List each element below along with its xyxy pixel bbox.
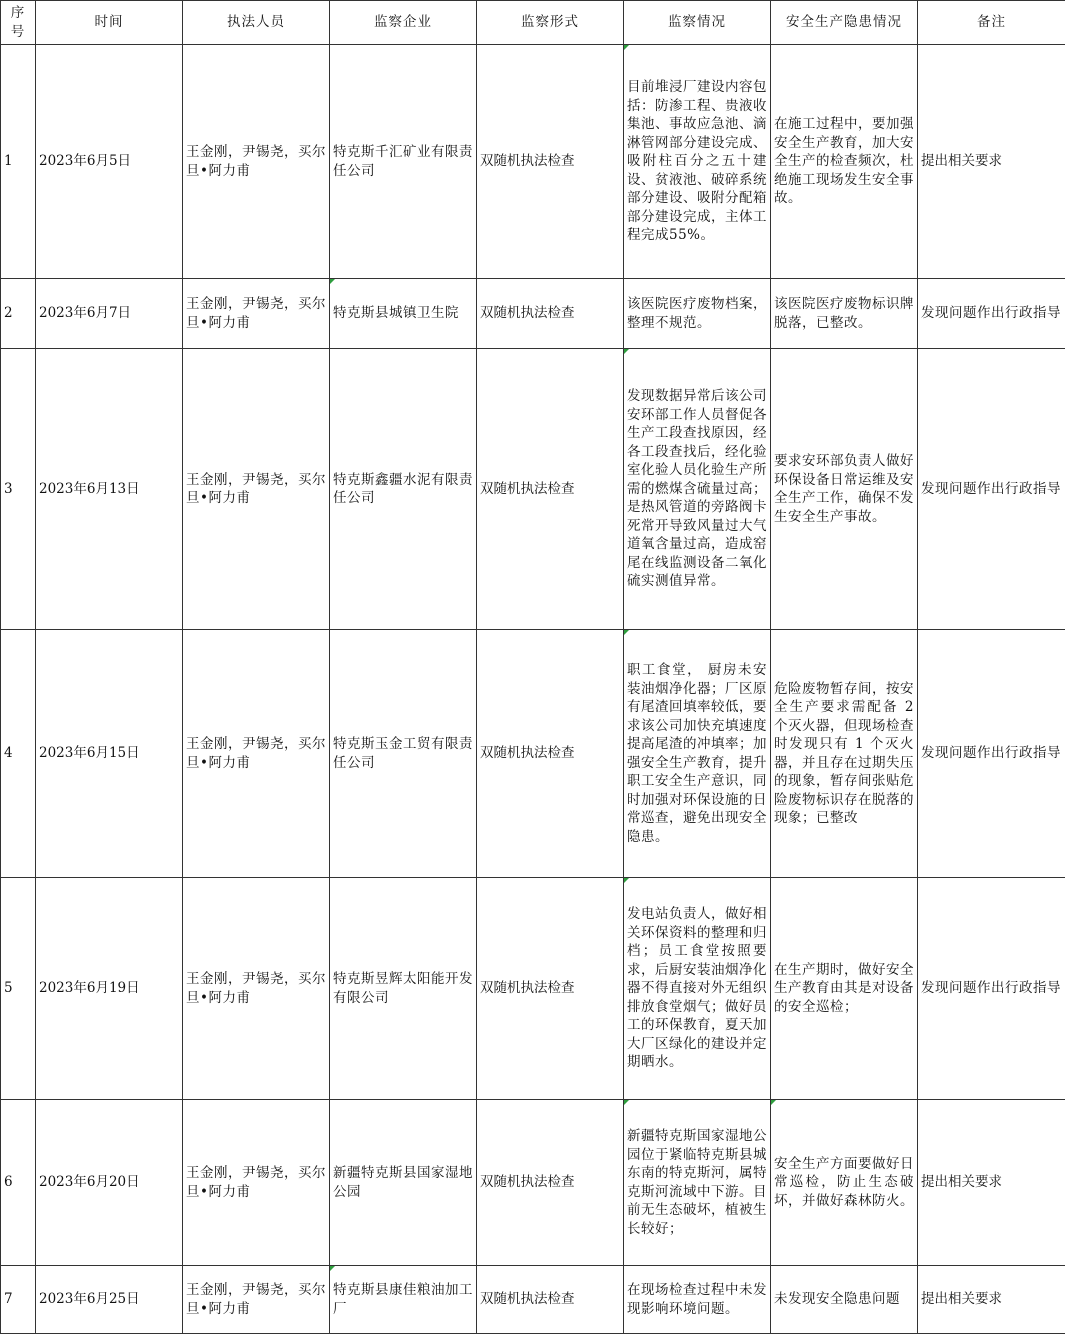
row-situation: 在现场检查过程中未发现影响环境问题。: [624, 1266, 771, 1334]
row-note: 提出相关要求: [918, 45, 1065, 279]
row-hazard: 安全生产方面要做好日常巡检，防止生态破坏，并做好森林防火。: [771, 1100, 918, 1266]
row-hazard: 在施工过程中，要加强安全生产教育，加大安全生产的检查频次，杜绝施工现场发生安全事故。: [771, 45, 918, 279]
row-form: 双随机执法检查: [477, 630, 624, 878]
row-note: 发现问题作出行政指导: [918, 349, 1065, 630]
row-hazard: 要求安环部负责人做好环保设备日常运维及安全生产工作，确保不发生安全生产事故。: [771, 349, 918, 630]
row-date: 2023年6月20日: [36, 1100, 183, 1266]
row-officers: 王金刚，尹锡尧，买尔旦•阿力甫: [183, 630, 330, 878]
header-no: 序号: [1, 1, 36, 45]
row-note: 发现问题作出行政指导: [918, 878, 1065, 1100]
row-company: 新疆特克斯县国家湿地公园: [330, 1100, 477, 1266]
row-no: 3: [1, 349, 36, 630]
table-row: [1, 279, 1065, 349]
row-date: 2023年6月19日: [36, 878, 183, 1100]
row-no: 5: [1, 878, 36, 1100]
row-hazard: 在生产期时，做好安全生产教育由其是对设备的安全巡检；: [771, 878, 918, 1100]
row-officers: 王金刚，尹锡尧，买尔旦•阿力甫: [183, 1266, 330, 1334]
table-row: [1, 1266, 1065, 1334]
row-situation: 发电站负责人，做好相关环保资料的整理和归档；员工食堂按照要求，后厨安装油烟净化器不得直接对外无组织排放食堂烟气；做好员工的环保教育，夏天加大厂区绿化的建设并定期晒水。: [624, 878, 771, 1100]
header-note: 备注: [918, 1, 1065, 45]
row-date: 2023年6月13日: [36, 349, 183, 630]
row-hazard: 未发现安全隐患问题: [771, 1266, 918, 1334]
row-no: 7: [1, 1266, 36, 1334]
table-row: [1, 349, 1065, 630]
row-no: 1: [1, 45, 36, 279]
header-officers: 执法人员: [183, 1, 330, 45]
row-company: 特克斯千汇矿业有限责任公司: [330, 45, 477, 279]
table-row: [1, 878, 1065, 1100]
row-date: 2023年6月25日: [36, 1266, 183, 1334]
row-company: 特克斯玉金工贸有限责任公司: [330, 630, 477, 878]
row-situation: 该医院医疗废物档案，整理不规范。: [624, 279, 771, 349]
row-company: 特克斯县康佳粮油加工厂: [330, 1266, 477, 1334]
row-company: 特克斯县城镇卫生院: [330, 279, 477, 349]
row-situation: 新疆特克斯国家湿地公园位于紧临特克斯县城东南的特克斯河，属特克斯河流域中下游。目前无生态破坏，植被生长较好；: [624, 1100, 771, 1266]
header-hazard: 安全生产隐患情况: [771, 1, 918, 45]
row-form: 双随机执法检查: [477, 1266, 624, 1334]
row-officers: 王金刚，尹锡尧，买尔旦•阿力甫: [183, 279, 330, 349]
row-form: 双随机执法检查: [477, 1100, 624, 1266]
row-date: 2023年6月5日: [36, 45, 183, 279]
header-company: 监察企业: [330, 1, 477, 45]
row-situation: 发现数据异常后该公司安环部工作人员督促各生产工段查找原因，经各工段查找后，经化验室化验人员化验生产所需的燃煤含硫量过高；是热风管道的旁路阀卡死常开导致风量过大气道氧含量过高，造成窑尾在线监测设备二氧化硫实测值异常。: [624, 349, 771, 630]
row-date: 2023年6月15日: [36, 630, 183, 878]
row-situation: 职工食堂， 厨房未安装油烟净化器；厂区原有尾渣回填率较低，要求该公司加快充填速度提高尾渣的冲填率；加强安全生产教育，提升职工安全生产意识，同时加强对环保设施的日常巡查，避免出现安全隐患。: [624, 630, 771, 878]
row-note: 发现问题作出行政指导: [918, 630, 1065, 878]
row-no: 4: [1, 630, 36, 878]
row-hazard: 该医院医疗废物标识牌脱落，已整改。: [771, 279, 918, 349]
row-no: 6: [1, 1100, 36, 1266]
row-note: 发现问题作出行政指导: [918, 279, 1065, 349]
row-hazard: 危险废物暂存间，按安全生产要求需配备 2 个灭火器，但现场检查时发现只有 1 个灭火器，并且存在过期失压的现象，暂存间张贴危险废物标识存在脱落的现象；已整改: [771, 630, 918, 878]
row-company: 特克斯鑫疆水泥有限责任公司: [330, 349, 477, 630]
row-company: 特克斯昱辉太阳能开发有限公司: [330, 878, 477, 1100]
row-officers: 王金刚，尹锡尧，买尔旦•阿力甫: [183, 349, 330, 630]
table-row: [1, 630, 1065, 878]
row-form: 双随机执法检查: [477, 279, 624, 349]
row-situation: 目前堆浸厂建设内容包括：防渗工程、贵液收集池、事故应急池、滴淋管网部分建设完成、吸附柱百分之五十建设、贫液池、破碎系统部分建设、吸附分配箱部分建设完成，主体工程完成55%。: [624, 45, 771, 279]
row-form: 双随机执法检查: [477, 349, 624, 630]
header-situation: 监察情况: [624, 1, 771, 45]
row-form: 双随机执法检查: [477, 45, 624, 279]
row-officers: 王金刚，尹锡尧，买尔旦•阿力甫: [183, 878, 330, 1100]
row-date: 2023年6月7日: [36, 279, 183, 349]
table-row: [1, 1100, 1065, 1266]
header-row: [1, 1, 1065, 45]
header-form: 监察形式: [477, 1, 624, 45]
header-date: 时间: [36, 1, 183, 45]
row-form: 双随机执法检查: [477, 878, 624, 1100]
row-officers: 王金刚，尹锡尧，买尔旦•阿力甫: [183, 45, 330, 279]
row-note: 提出相关要求: [918, 1100, 1065, 1266]
table-row: [1, 45, 1065, 279]
row-officers: 王金刚，尹锡尧，买尔旦•阿力甫: [183, 1100, 330, 1266]
row-note: 提出相关要求: [918, 1266, 1065, 1334]
row-no: 2: [1, 279, 36, 349]
